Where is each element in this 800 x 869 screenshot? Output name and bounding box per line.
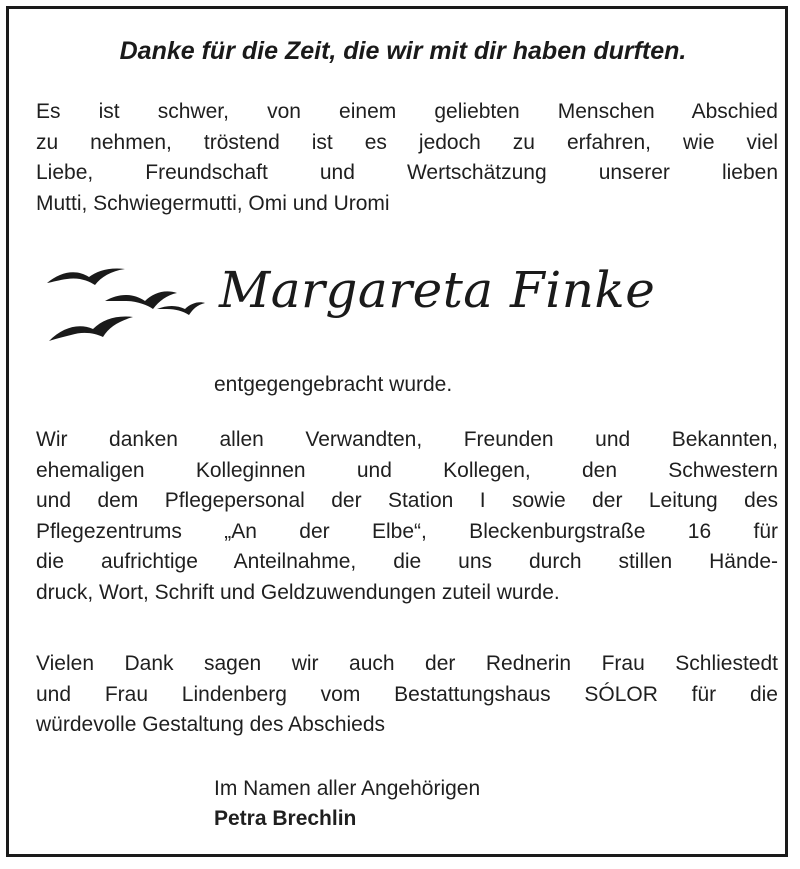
thanks-line: ehemaligen Kolleginnen und Kollegen, den Schwestern bbox=[36, 458, 778, 482]
closing-line: und Frau Lindenberg vom Bestattungshaus SÓLOR für die bbox=[36, 682, 778, 706]
thanks-line: Pflegezentrums „An der Elbe“, Bleckenburgstraße 16 für bbox=[36, 519, 778, 543]
intro-paragraph bbox=[36, 97, 778, 219]
intro-line: Es ist schwer, von einem geliebten Menschen Abschied bbox=[36, 100, 778, 123]
closing-line: Vielen Dank sagen wir auch der Rednerin Frau Schliestedt bbox=[36, 652, 778, 675]
thanks-line: die aufrichtige Anteilnahme, die uns durch stillen Hände- bbox=[36, 550, 778, 573]
notice-frame bbox=[6, 6, 788, 857]
signature-block bbox=[214, 774, 480, 834]
notice-headline: Danke für die Zeit, die wir mit dir haben durften. bbox=[119, 37, 687, 65]
intro-line: Liebe, Freundschaft und Wertschätzung unserer lieben bbox=[36, 161, 778, 184]
flying-birds-icon bbox=[37, 257, 207, 353]
intro-line: zu nehmen, tröstend ist es jedoch zu erfahren, wie viel bbox=[36, 130, 778, 154]
thanks-line: druck, Wort, Schrift und Geldzuwendungen zuteil wurde. bbox=[36, 580, 560, 604]
intro-line: Mutti, Schwiegermutti, Omi und Uromi bbox=[36, 191, 390, 215]
deceased-name: Margareta Finke bbox=[219, 261, 656, 319]
after-name-text: entgegengebracht wurde. bbox=[214, 373, 453, 396]
thanks-paragraph bbox=[36, 425, 778, 608]
signer-name: Petra Brechlin bbox=[214, 807, 357, 830]
name-row bbox=[9, 257, 788, 353]
on-behalf-line: Im Namen aller Angehörigen bbox=[214, 777, 481, 800]
closing-line: würdevolle Gestaltung des Abschieds bbox=[36, 713, 386, 736]
thanks-line: und dem Pflegepersonal der Station I sowie der Leitung des bbox=[36, 489, 778, 512]
thanks-line: Wir danken allen Verwandten, Freunden und Bekannten, bbox=[36, 428, 778, 451]
closing-paragraph bbox=[36, 649, 778, 741]
